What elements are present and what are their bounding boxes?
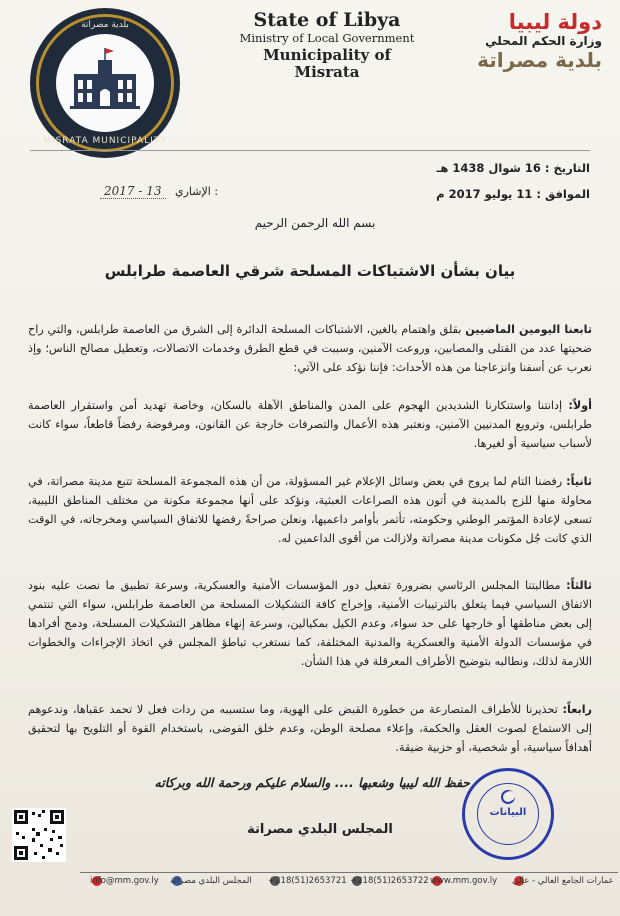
qr-code <box>12 808 66 862</box>
municipality-name-en: Municipality of Misrata <box>263 46 391 82</box>
point-1-text: إدانتنا واستنكارنا الشديدين الهجوم على المدن والمناطق الآهلة بالسكان، وخاصة تهديد أمن واستقرار العاصمة طرابلس، وترويع المدنيين الآمنين، ونعتبر هذه الأعمال والتصرفات خارجة عن القانون، ومرفوضة رفضاً قاطعاً، سواء كانت لأسباب سياسية أو لغيرها. <box>28 399 592 450</box>
phone-1-text: +218(51)2653721 <box>268 876 347 886</box>
closing-greeting: حفظ الله ليبيا وشعبها .... والسلام عليكم ورحمة الله وبركاته <box>154 775 470 790</box>
address-text: عمارات الجامع العالي - عالي <box>512 876 614 886</box>
intro-lead: تابعنا اليومين الماضيين <box>465 323 593 336</box>
municipality-logo <box>30 8 180 158</box>
footer-divider <box>80 872 618 873</box>
ministry-name-ar: وزارة الحكم المحلي <box>485 34 602 48</box>
point-4 <box>28 700 592 757</box>
logo-arabic-text: بلدية مصراتة <box>81 20 129 30</box>
stamp-text: البيانات <box>489 807 527 818</box>
intro-text: بقلق واهتمام بالغين، الاشتباكات المسلحة الدائرة إلى الشرق من العاصمة طرابلس، والتي راح ضحيتها عدد من القتلى والمصابين، وروعت الآمنين، وسببت في قطع الطرق وخدمات الاتصالات، وتعطيل مصالح الناس؛ وإذ نعرب عن أسفنا وانزعاجنا من هذه الأحداث: فإننا نؤكد على الآتي: <box>28 323 592 374</box>
state-name-ar: دولة ليبيا <box>508 10 602 34</box>
point-4-lead: رابعاً: <box>562 703 592 716</box>
point-3-text: مطالبتنا المجلس الرئاسي بضرورة تفعيل دور المؤسسات الأمنية والعسكرية، وسرعة تطبيق ما نصت عليه بنود الاتفاق السياسي فيما يتعلق بالترتيبات الأمنية، وإخراج كافة التشكيلات المسلحة من العاصمة طرابلس، سواء التي تنتمي إلى بعض مناطقها أو خارجها على حد سواء، وعدم الكيل بمكيالين، وسرعة إنهاء مظاهر التشكيلات المسلحة، ودمج أفرادها في مؤسسات الدولة الأمنية والعسكرية والمدنية المختلفة، كما نستغرب تباطؤ المجلس في اتخاذ الإجراءات والخطوات اللازمة لذلك، ونطالبه بتوضيح الأطراف المعرقلة في هذا الشأن. <box>28 579 592 668</box>
building-icon <box>56 34 154 132</box>
facebook-text: المجلس البلدي مصراتة <box>170 876 252 886</box>
point-3 <box>28 576 592 671</box>
phone-2-text: +218(51)2653722 <box>350 876 429 886</box>
municipality-name-ar: بلدية مصراتة <box>477 48 602 72</box>
logo-english-text: MISRATA MUNICIPALITY <box>43 136 167 146</box>
website-text: www.mm.gov.ly <box>430 876 498 886</box>
intro-paragraph <box>28 320 592 377</box>
english-letterhead <box>232 10 422 82</box>
header-divider <box>30 150 590 151</box>
basmala: بسم الله الرحمن الرحيم <box>254 216 376 230</box>
official-stamp <box>462 768 554 860</box>
point-1-lead: أولاً: <box>568 399 592 412</box>
footer-contacts <box>90 876 618 892</box>
point-3-lead: ثالثاً: <box>566 579 592 592</box>
point-2 <box>28 472 592 548</box>
reference-label: الإشاري : <box>175 185 219 198</box>
date-gregorian: الموافق : 11 يوليو 2017 م <box>436 187 590 201</box>
point-4-text: تحذيرنا للأطراف المتصارعة من خطورة القبض على الهوية، وما ستسببه من ردات فعل لا تحمد عقباها، وندعوهم إلى الاستماع لصوت العقل والحكمة، وإعلاء مصلحة الوطن، وعدم خلق الفوضى، باستخدام القوة أو التلويح بها لتحقيق أهدافاً سياسية، أو شخصية، أو حزبية ضيقة. <box>28 703 592 754</box>
reference-number <box>100 184 218 198</box>
signatory: المجلس البلدي مصراتة <box>247 822 393 837</box>
logo-building-emblem <box>56 34 154 132</box>
date-hijri: التاريخ : 16 شوال 1438 هـ <box>436 161 590 175</box>
arabic-letterhead <box>462 10 602 72</box>
qr-code-icon <box>12 808 66 862</box>
point-2-lead: ثانياً: <box>566 475 592 488</box>
state-name-en: State of Libya <box>253 9 401 31</box>
point-1 <box>28 396 592 453</box>
statement-title: بيان بشأن الاشتباكات المسلحة شرقي العاصمة طرابلس <box>104 262 516 280</box>
reference-value: 2017 - 13 <box>100 184 166 199</box>
email-text: info@mm.gov.ly <box>90 876 159 886</box>
date-block <box>436 155 590 207</box>
ministry-name-en: Ministry of Local Government <box>239 30 415 45</box>
point-2-text: رفضنا التام لما يروج في بعض وسائل الإعلام غير المسؤولة، من أن هذه المجموعة المسلحة تتبع مدينة مصراتة، في محاولة منها للزج بالمدينة في أتون هذه الصراعات العبثية، ونؤكد على أنها مجموعة مكونة من مختلف المناطق الليبية، تسعى لإعادة المؤتمر الوطني وحكومته، تأتمر بأوامر داعميها، ونعلن صراحةً رفضها للاتفاق السياسي ومخرجاته، في الوقت الذي كانت جُل مكونات مدينة مصراتة ولازالت من أقوى الداعمين له. <box>28 475 592 545</box>
